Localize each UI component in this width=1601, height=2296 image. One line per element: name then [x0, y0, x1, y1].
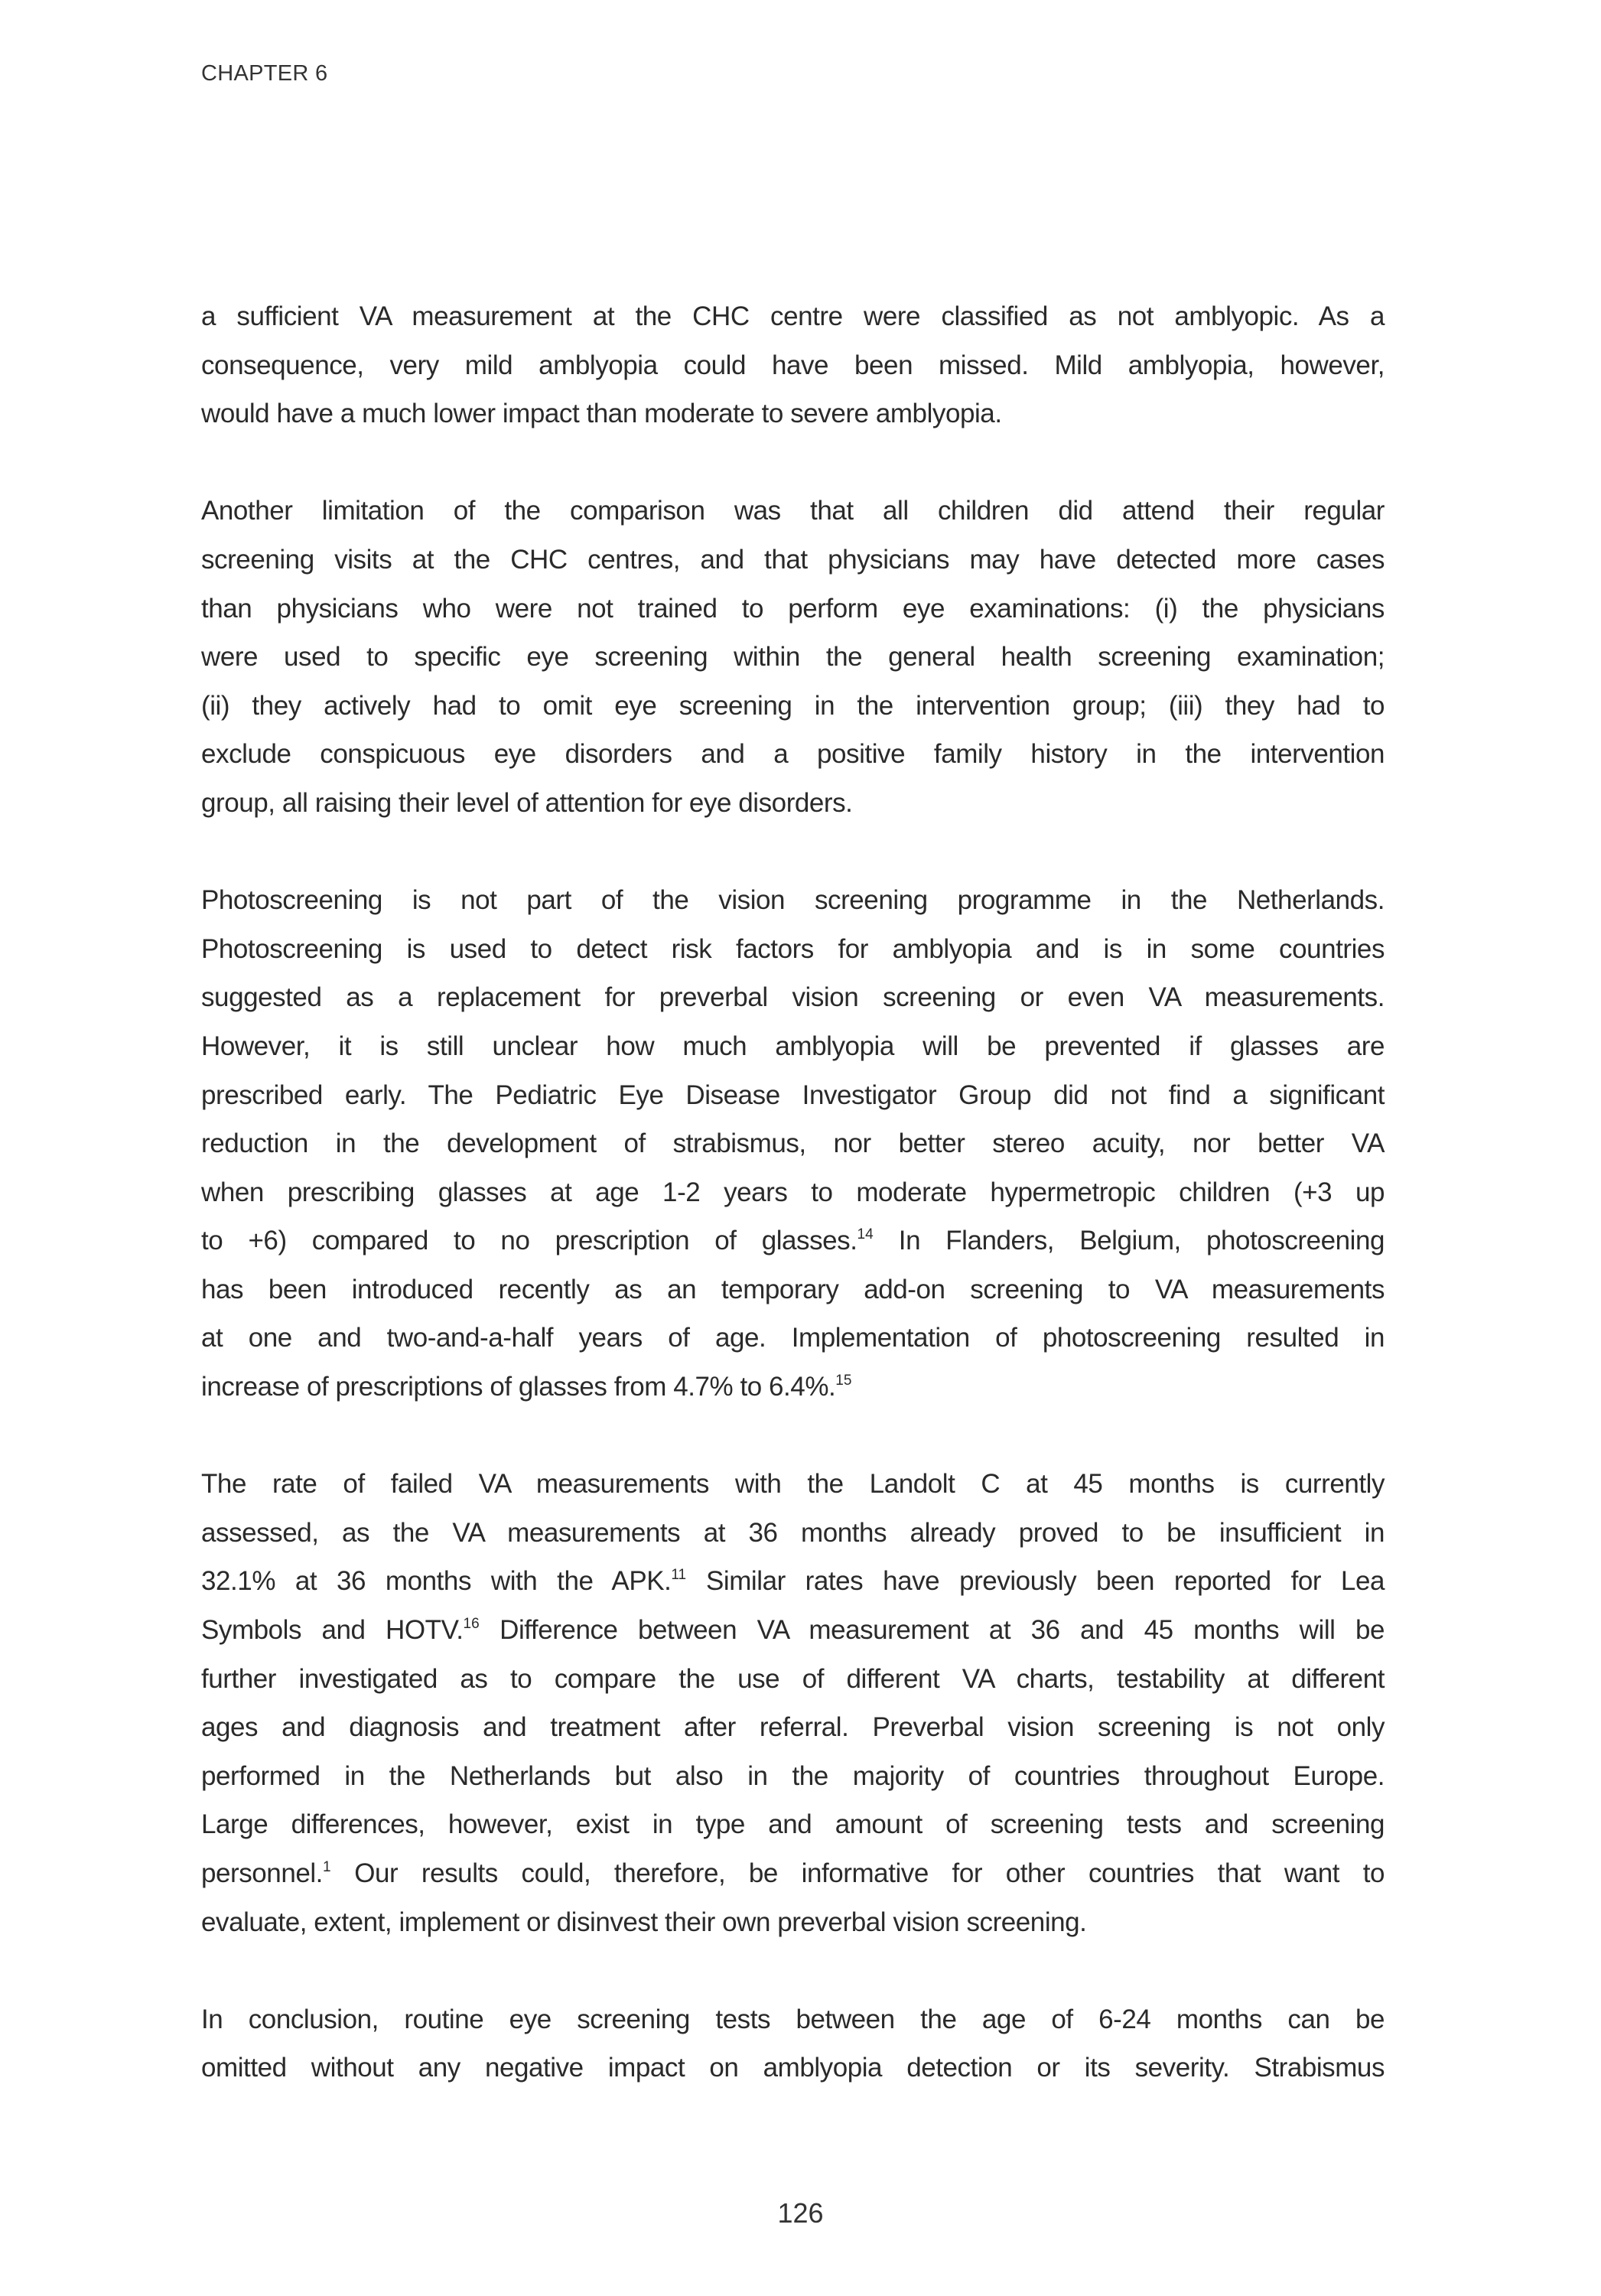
text-line: [201, 633, 1385, 682]
text-segment: Another limitation of the comparison was that all children did attend their regular: [201, 496, 1385, 526]
text-line: [201, 341, 1385, 390]
citation-reference: 1: [322, 1859, 331, 1875]
text-line: [201, 2044, 1385, 2092]
text-segment: Large differences, however, exist in type and amount of screening tests and screening: [201, 1809, 1385, 1840]
text-line: [201, 1071, 1385, 1120]
text-line: [201, 1752, 1385, 1801]
text-line: [201, 1703, 1385, 1752]
text-line: [201, 1314, 1385, 1363]
citation-reference: 14: [857, 1226, 874, 1243]
text-line: [201, 1119, 1385, 1168]
text-segment: were used to specific eye screening within the general health screening examination;: [201, 642, 1385, 673]
text-segment: The rate of failed VA measurements with the Landolt C at 45 months is currently: [201, 1469, 1385, 1500]
text-segment: reduction in the development of strabismus, nor better stereo acuity, nor better VA: [201, 1128, 1385, 1159]
text-segment: personnel.: [201, 1858, 323, 1888]
text-segment: increase of prescriptions of glasses from 4.7% to 6.4%.: [201, 1372, 836, 1402]
paragraph: [201, 1460, 1385, 1946]
text-line: [201, 925, 1385, 974]
text-line: [201, 876, 1385, 925]
text-line: [201, 1022, 1385, 1071]
body-text: [201, 292, 1385, 2141]
text-line: [201, 1898, 1385, 1947]
text-line: [201, 1849, 1385, 1898]
text-line: [201, 1216, 1385, 1265]
text-segment: However, it is still unclear how much amblyopia will be prevented if glasses are: [201, 1031, 1385, 1061]
text-line: [201, 730, 1385, 779]
text-line: [201, 1606, 1385, 1655]
text-line: [201, 1265, 1385, 1314]
text-line: [201, 536, 1385, 585]
page-number: 126: [777, 2197, 824, 2229]
text-segment: Our results could, therefore, be informative for other countries that want to: [330, 1858, 1385, 1888]
text-line: [201, 973, 1385, 1022]
running-header: CHAPTER 6: [201, 61, 328, 86]
text-segment: than physicians who were not trained to perform eye examinations: (i) the physicians: [201, 593, 1385, 624]
text-line: [201, 1460, 1385, 1509]
citation-reference: 15: [835, 1373, 852, 1389]
text-line: [201, 389, 1385, 438]
text-segment: In conclusion, routine eye screening tests between the age of 6-24 months can be: [201, 2004, 1385, 2034]
paragraph: [201, 876, 1385, 1412]
text-segment: at one and two-and-a-half years of age. Implementation of photoscreening resulted in: [201, 1323, 1385, 1353]
text-line: [201, 1509, 1385, 1558]
text-segment: assessed, as the VA measurements at 36 months already proved to be insufficient in: [201, 1517, 1385, 1548]
text-line: [201, 779, 1385, 828]
text-segment: has been introduced recently as an temporary add-on screening to VA measurements: [201, 1274, 1385, 1304]
text-segment: evaluate, extent, implement or disinvest their own preverbal vision screening.: [201, 1907, 1087, 1937]
text-segment: screening visits at the CHC centres, and that physicians may have detected more cases: [201, 544, 1385, 575]
text-line: [201, 1995, 1385, 2044]
text-segment: when prescribing glasses at age 1-2 years to moderate hypermetropic children (+3 up: [201, 1177, 1385, 1207]
text-segment: would have a much lower impact than moderate to severe amblyopia.: [201, 399, 1002, 429]
paragraph: [201, 1995, 1385, 2092]
text-line: [201, 292, 1385, 341]
paragraph: [201, 292, 1385, 438]
text-segment: ages and diagnosis and treatment after referral. Preverbal vision screening is not only: [201, 1712, 1385, 1743]
text-segment: a sufficient VA measurement at the CHC centre were classified as not amblyopic. As a: [201, 301, 1385, 331]
paragraph: [201, 487, 1385, 827]
text-segment: performed in the Netherlands but also in the majority of countries throughout Europe.: [201, 1760, 1385, 1791]
text-segment: further investigated as to compare the use of different VA charts, testability at different: [201, 1663, 1385, 1694]
citation-reference: 11: [671, 1567, 687, 1584]
text-line: [201, 1363, 1385, 1412]
text-segment: to +6) compared to no prescription of glasses.: [201, 1226, 857, 1256]
text-segment: Symbols and HOTV.: [201, 1615, 464, 1646]
text-line: [201, 682, 1385, 731]
text-segment: suggested as a replacement for preverbal vision screening or even VA measurements.: [201, 982, 1385, 1013]
text-line: [201, 1655, 1385, 1704]
text-segment: In Flanders, Belgium, photoscreening: [873, 1226, 1385, 1256]
text-segment: prescribed early. The Pediatric Eye Disease Investigator Group did not find a significant: [201, 1080, 1385, 1110]
text-line: [201, 585, 1385, 633]
text-line: [201, 1800, 1385, 1849]
text-segment: group, all raising their level of attention for eye disorders.: [201, 787, 853, 818]
text-segment: Photoscreening is used to detect risk factors for amblyopia and is in some countries: [201, 933, 1385, 964]
text-segment: consequence, very mild amblyopia could have been missed. Mild amblyopia, however,: [201, 350, 1385, 380]
text-segment: (ii) they actively had to omit eye screening in the intervention group; (iii) they had to: [201, 690, 1385, 721]
citation-reference: 16: [463, 1616, 480, 1633]
text-line: [201, 1557, 1385, 1606]
text-segment: Similar rates have previously been reported for Lea: [686, 1566, 1385, 1597]
text-segment: exclude conspicuous eye disorders and a positive family history in the intervention: [201, 739, 1385, 770]
text-segment: 32.1% at 36 months with the APK.: [201, 1566, 672, 1597]
text-line: [201, 487, 1385, 536]
text-segment: Photoscreening is not part of the vision screening programme in the Netherlands.: [201, 885, 1385, 916]
text-segment: Difference between VA measurement at 36 and 45 months will be: [479, 1615, 1385, 1646]
text-segment: omitted without any negative impact on amblyopia detection or its severity. Strabismus: [201, 2053, 1385, 2083]
text-line: [201, 1168, 1385, 1217]
